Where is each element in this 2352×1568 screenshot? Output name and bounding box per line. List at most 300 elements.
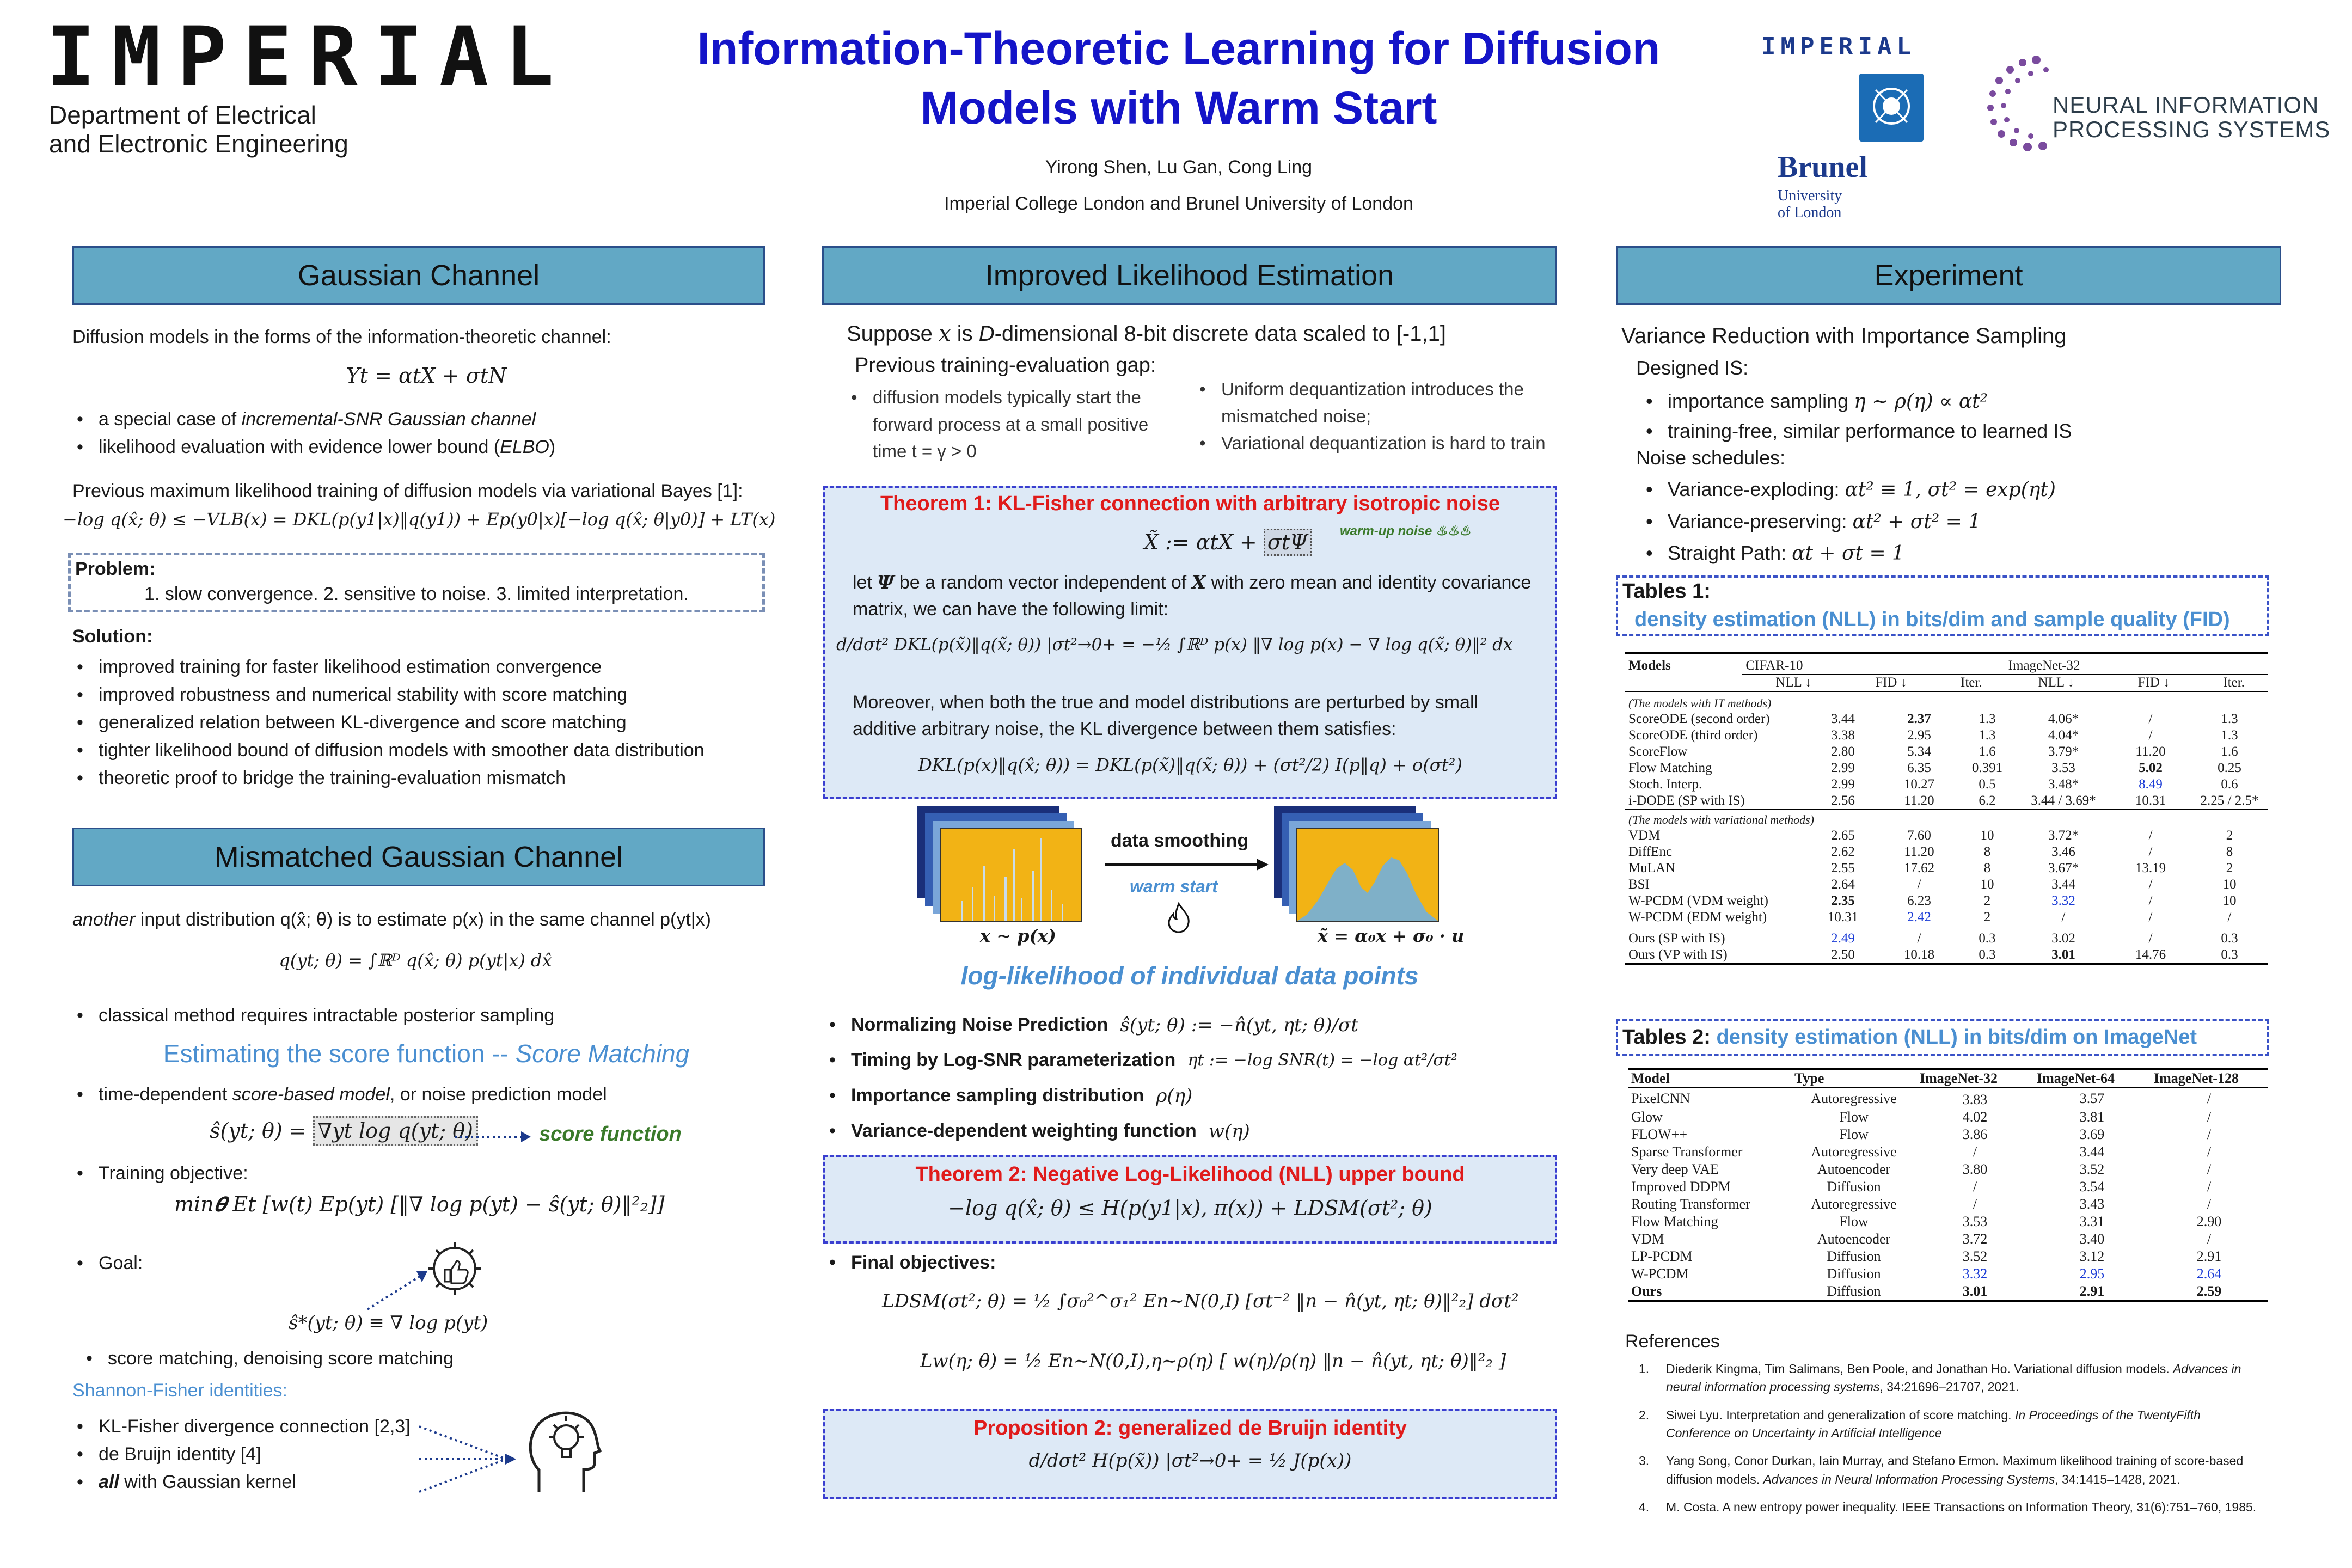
gaussian-channel-header [72, 246, 765, 305]
table-cell: / [2207, 1161, 2212, 1177]
t1-group1: (The models with IT methods) [1628, 696, 1772, 710]
table2 [1628, 1068, 2268, 1302]
idea-head-icon [523, 1399, 610, 1503]
table-cell: 10 [2222, 877, 2237, 892]
gc-bullets [72, 406, 791, 461]
brunel-sub2: of London [1778, 204, 1842, 221]
table-cell: Ours (SP with IS) [1628, 931, 1725, 946]
gap-right-item-2: • Variational dequantization is hard to train [1195, 430, 1565, 457]
theorem2-eq: −log q(x̂; θ) ≤ H(p(y1|x), π(x)) + LDSM(σt²; θ) [948, 1196, 1432, 1220]
table-cell: / [2207, 1196, 2212, 1212]
table-cell: 2.55 [1831, 861, 1855, 875]
table-cell: 10.18 [1903, 947, 1935, 962]
table-cell: / [2148, 910, 2153, 924]
t1-h-imagenet: ImageNet-32 [2005, 653, 2268, 675]
table-cell: 3.80 [1962, 1161, 1988, 1177]
theorem1-eq2: d/dσt² DKL(p(x̃)‖q(x̃; θ)) |σt²→0+ = −½ ∫ℝᴰ p(x) ‖∇ log p(x) − ∇ log q(x̃; θ)‖² dx [836, 635, 1513, 654]
solution-list [72, 653, 791, 792]
table-cell: / [2207, 1231, 2212, 1247]
proposition2-title: Proposition 2: generalized de Bruijn identity [973, 1417, 1407, 1440]
theorem1-text2: Moreover, when both the true and model distributions are perturbed by small additive arbitrary noise, the KL divergence between them satisfies: [853, 692, 1479, 740]
table-cell: / [1973, 1196, 1977, 1212]
table-cell: 3.44 / 3.69* [2031, 793, 2096, 808]
theorem2-box [823, 1155, 1557, 1244]
table-cell: VDM [1631, 1231, 1664, 1247]
solution-item: • tighter likelihood bound of diffusion models with smoother data distribution [72, 737, 791, 764]
table-cell: W-PCDM (VDM weight) [1628, 893, 1768, 908]
table1-rows-2 [1625, 828, 2268, 926]
method-item: • Importance sampling distribution ρ(η) [829, 1085, 1193, 1107]
table-row [1625, 760, 2268, 776]
table-cell: 2 [2226, 861, 2233, 875]
table-row [1625, 793, 2268, 809]
table-cell: 3.48* [2048, 777, 2079, 792]
table-cell: 3.69 [2079, 1126, 2105, 1142]
gaussian-channel-title: Gaussian Channel [297, 259, 540, 292]
brunel-sub1: University [1778, 187, 1842, 204]
table-header-row [1628, 1069, 2268, 1088]
table-cell: Stoch. Interp. [1628, 777, 1702, 792]
goal-bullet [82, 1345, 454, 1373]
reference-item: 4. M. Costa. A new entropy power inequality. IEEE Transactions on Information Theory, 31(6):751–760, 1985. [1639, 1500, 2257, 1515]
table-cell: / [2207, 1126, 2212, 1142]
smoothed-hist-figure [1274, 806, 1454, 931]
table-cell: 11.20 [1904, 793, 1934, 808]
neurips-line2: PROCESSING SYSTEMS [2053, 117, 2331, 143]
table-cell: / [2227, 910, 2232, 924]
t1-h-cifar: CIFAR-10 [1742, 653, 2005, 675]
table-cell: 3.44 [2079, 1144, 2105, 1160]
table-cell: Ours (VP with IS) [1628, 947, 1728, 962]
table-cell: 6.2 [1979, 793, 1996, 808]
warmup-label: warm-up noise ♨♨♨ [1340, 524, 1471, 538]
table-row [1625, 860, 2268, 877]
table-row [1628, 1230, 2268, 1248]
sf-item-2: • de Bruijn identity [4] [72, 1441, 519, 1468]
shannon-fisher-title: Shannon-Fisher identities: [72, 1380, 288, 1401]
goal-arrow-icon [365, 1269, 430, 1312]
table-cell: 3.81 [2079, 1109, 2105, 1125]
table-row [1625, 893, 2268, 909]
table-cell: / [2148, 728, 2153, 743]
score-equation: ŝ(yt; θ) = ∇yt log q(yt; θ) [210, 1119, 478, 1143]
table-cell: 10 [1980, 877, 1994, 892]
theorem1-box [823, 486, 1557, 799]
table-cell: 4.04* [2048, 728, 2079, 743]
table-cell: Autoregressive [1811, 1090, 1897, 1106]
table-cell: 3.01 [2051, 947, 2075, 962]
table-cell: 2.59 [2196, 1283, 2222, 1299]
table-cell: 2.65 [1831, 828, 1855, 843]
warm-start-label: warm start [1130, 877, 1218, 896]
table-row [1628, 1108, 2268, 1126]
data-smoothing-label: data smoothing [1111, 830, 1249, 851]
table-cell: Very deep VAE [1631, 1161, 1719, 1177]
table-cell: Diffusion [1827, 1283, 1881, 1299]
table-row [1628, 1088, 2268, 1108]
table-cell: 2 [1983, 893, 1991, 908]
table-row [1625, 844, 2268, 860]
table-cell: 1.3 [2221, 728, 2238, 743]
table-row [1628, 1248, 2268, 1265]
table-cell: FLOW++ [1631, 1126, 1687, 1142]
table-cell: / [2207, 1109, 2212, 1125]
table-row [1625, 727, 2268, 744]
imperial-logo: IMPERIAL [46, 10, 571, 105]
table-cell: 2.99 [1831, 777, 1855, 792]
brunel-crest-icon [1859, 74, 1924, 142]
table-cell: 5.34 [1907, 744, 1931, 759]
table-cell: 3.57 [2079, 1090, 2105, 1106]
final-eq-2: Lw(η; θ) = ½ En∼N(0,I),η∼ρ(η) [ w(η)/ρ(η) ‖n − n̂(yt, ηt; θ)‖²₂ ] [920, 1350, 1506, 1372]
gap-right-list [1195, 376, 1565, 457]
table-cell: Autoencoder [1817, 1231, 1891, 1247]
table-cell: 8 [1983, 861, 1991, 875]
table-cell: 3.43 [2079, 1196, 2105, 1212]
sf-item-1: • KL-Fisher divergence connection [2,3] [72, 1413, 519, 1441]
gap-right-item-1: • Uniform dequantization introduces the mismatched noise; [1195, 376, 1565, 430]
table-row [1625, 877, 2268, 893]
improved-likelihood-header [822, 246, 1557, 305]
table-cell: 2.42 [1907, 910, 1931, 924]
t1-group2: (The models with variational methods) [1628, 813, 1814, 826]
reference-item: 2. Siwei Lyu. Interpretation and generalization of score matching. In Proceedings of the TwentyFifth Conference on Uncertainty in Artificial Intelligence [1639, 1407, 2201, 1441]
table1 [1625, 652, 2268, 965]
table-cell: / [2207, 1090, 2212, 1106]
experiment-title: Experiment [1874, 259, 2023, 292]
noise-schedules: Noise schedules: [1636, 446, 1786, 469]
tables2-sub: density estimation (NLL) in bits/dim on ImageNet [1716, 1026, 2197, 1049]
table-cell: Glow [1631, 1109, 1663, 1125]
table-cell: 1.6 [2221, 744, 2238, 759]
solution-title: Solution: [72, 626, 153, 647]
table-cell: 1.6 [1979, 744, 1996, 759]
references-title: References [1625, 1331, 1720, 1352]
table-cell: 4.02 [1962, 1109, 1988, 1125]
suppose-text: Suppose x is D-dimensional 8-bit discrete data scaled to [-1,1] [847, 321, 1446, 346]
gap-left-item: • diffusion models typically start the forward process at a small positive time t = γ > 0 [847, 384, 1152, 465]
method-item: • Timing by Log-SNR parameterization ηt := −log SNR(t) = −log αt²/σt² [829, 1050, 1457, 1070]
table-cell: / [1973, 1144, 1977, 1160]
table-cell: Diffusion [1827, 1179, 1881, 1195]
neurips-logo-icon [1976, 49, 2063, 158]
table1-rows-1 [1625, 711, 2268, 809]
t1-h-models: Models [1628, 658, 1671, 673]
proposition2-box [823, 1409, 1557, 1499]
is-item-1: • importance sampling η ∼ ρ(η) ∝ αt² [1641, 387, 2268, 416]
warmup-noise-box: σtΨ [1264, 529, 1312, 556]
fig-left-label: x ∼ p(x) [980, 926, 1056, 946]
table-row [1625, 711, 2268, 727]
ns-item: • Variance-exploding: αt² ≡ 1, σt² = exp(ηt) [1641, 474, 2268, 506]
table-cell: 2.95 [1907, 728, 1931, 743]
table-cell: 3.83 [1962, 1092, 1988, 1107]
loglik-title: log-likelihood of individual data points [960, 961, 1419, 990]
table-header: ImageNet-64 [2037, 1070, 2115, 1086]
table-cell: / [2148, 931, 2153, 946]
table-cell: 3.31 [2079, 1214, 2105, 1229]
table-cell: 11.20 [2135, 744, 2166, 759]
theorem2-title: Theorem 2: Negative Log-Likelihood (NLL) upper bound [915, 1163, 1465, 1186]
gc-equation: Yt = αtX + σtN [346, 364, 507, 388]
mgc-equation: q(yt; θ) = ∫ℝᴰ q(x̂; θ) p(yt|x) dx̂ [279, 950, 552, 971]
table-cell: Flow Matching [1628, 761, 1712, 775]
table-cell: / [2148, 828, 2153, 843]
table-cell: 3.32 [2051, 893, 2075, 908]
table-header: Model [1631, 1070, 1670, 1086]
experiment-header [1616, 246, 2281, 305]
mgc-bullet-1-text: • classical method requires intractable posterior sampling [72, 1002, 791, 1030]
table-cell: Ours [1631, 1283, 1662, 1299]
designed-is: Designed IS: [1636, 357, 1749, 379]
table-row [1625, 776, 2268, 793]
table-cell: 3.38 [1831, 728, 1855, 743]
poster-title [615, 19, 1742, 138]
goal-equation: ŝ*(yt; θ) ≡ ∇ log p(yt) [289, 1312, 488, 1334]
table-row [1628, 1161, 2268, 1178]
table-row [1628, 1283, 2268, 1301]
table-cell: 4.06* [2048, 712, 2079, 726]
table-header: Type [1794, 1070, 1824, 1086]
theorem1-eq3: DKL(p(x)‖q(x̂; θ)) = DKL(p(x̃)‖q(x̃; θ)) + (σt²/2) I(p‖q) + o(σt²) [918, 755, 1462, 775]
table-cell: 3.86 [1962, 1126, 1988, 1142]
flame-icon [1165, 901, 1192, 934]
table1-group2 [1625, 809, 2268, 828]
table-cell: / [1973, 1179, 1977, 1195]
table-cell: 10 [2222, 893, 2237, 908]
table-cell: 3.54 [2079, 1179, 2105, 1195]
table-header: ImageNet-128 [2154, 1070, 2239, 1086]
table-cell: 2.49 [1831, 931, 1855, 946]
train-equation: min𝜽 Et [w(t) Ep(yt) [‖∇ log p(yt) − ŝ(yt; θ)‖²₂]] [174, 1192, 665, 1216]
table-cell: W-PCDM (EDM weight) [1628, 910, 1767, 924]
proposition2-eq: d/dσt² H(p(x̃)) |σt²→0+ = ½ J(p(x)) [1028, 1450, 1352, 1472]
dept-line2: and Electronic Engineering [49, 129, 348, 158]
table-cell: Sparse Transformer [1631, 1144, 1743, 1160]
table-cell: 0.5 [1979, 777, 1996, 792]
tables2-title: Tables 2: [1622, 1026, 1717, 1049]
table-cell: PixelCNN [1631, 1090, 1690, 1106]
table-row [1625, 744, 2268, 760]
title-line1: Information-Theoretic Learning for Diffusion [697, 23, 1661, 74]
table-cell: Flow Matching [1631, 1214, 1718, 1229]
table-cell: 3.67* [2048, 861, 2079, 875]
table-row [1625, 930, 2268, 947]
table-row [1628, 1126, 2268, 1143]
table-cell: VDM [1628, 828, 1661, 843]
solution-item: • theoretic proof to bridge the training-evaluation mismatch [72, 764, 791, 792]
fig-right-label: x̃ = α₀x + σ₀ · u [1318, 926, 1465, 946]
table-cell: W-PCDM [1631, 1266, 1689, 1282]
table-row [1625, 828, 2268, 844]
mismatched-gaussian-title: Mismatched Gaussian Channel [214, 841, 623, 873]
table-cell: Flow [1839, 1126, 1869, 1142]
table-cell: 2.95 [2079, 1266, 2105, 1282]
table-cell: Routing Transformer [1631, 1196, 1750, 1212]
is-item-2: • training-free, similar performance to learned IS [1641, 416, 2268, 446]
score-box: ∇yt log q(yt; θ) [313, 1116, 478, 1146]
table-cell: 2.56 [1831, 793, 1855, 808]
gc-intro: Diffusion models in the forms of the information-theoretic channel: [72, 327, 611, 347]
authors: Yirong Shen, Lu Gan, Cong Ling [1045, 157, 1313, 177]
table-cell: 0.3 [1979, 947, 1996, 962]
method-item: • Normalizing Noise Prediction ŝ(yt; θ) := −n̂(yt, ηt; θ)/σt [829, 1014, 1358, 1036]
table-cell: ScoreODE (third order) [1628, 728, 1758, 743]
table-cell: Flow [1839, 1109, 1869, 1125]
method-list [825, 1007, 1560, 1149]
table-cell: 2 [2226, 828, 2233, 843]
table-cell: 7.60 [1907, 828, 1931, 843]
solution-item: • improved training for faster likelihood estimation convergence [72, 653, 791, 681]
table-cell: 2.25 / 2.5* [2200, 793, 2259, 808]
table-cell: 17.62 [1903, 861, 1935, 875]
table-row [1625, 909, 2268, 926]
table-cell: 3.53 [2051, 761, 2075, 775]
prev-ml-text: Previous maximum likelihood training of diffusion models via variational Bayes [1]: [72, 481, 743, 501]
title-line2: Models with Warm Start [920, 82, 1437, 134]
improved-likelihood-title: Improved Likelihood Estimation [985, 259, 1394, 292]
table-cell: 11.20 [1904, 844, 1934, 859]
table-cell: 1.3 [1979, 728, 1996, 743]
table-cell: LP-PCDM [1631, 1248, 1693, 1264]
table-cell: / [2207, 1144, 2212, 1160]
reference-item: 1. Diederik Kingma, Tim Salimans, Ben Poole, and Jonathan Ho. Variational diffusion models. Advances in neural information processing systems, 34:21696–21707, 2021. [1639, 1362, 2241, 1394]
gap-title: Previous training-evaluation gap: [855, 354, 1156, 377]
table-cell: 3.44 [1831, 712, 1855, 726]
table-cell: 0.391 [1971, 761, 2003, 775]
train-obj-text: • Training objective: [72, 1160, 248, 1187]
solution-item: • generalized relation between KL-divergence and score matching [72, 709, 791, 737]
references-list [1628, 1360, 2265, 1526]
vr-title: Variance Reduction with Importance Sampling [1621, 324, 2067, 348]
table1-rows-3 [1625, 930, 2268, 965]
affiliation: Imperial College London and Brunel University of London [944, 193, 1413, 214]
table-cell: 14.76 [2135, 947, 2166, 962]
theorem1-eq1: X̃ := αtX + σtΨ [1144, 530, 1312, 554]
table-cell: 10.31 [2135, 793, 2166, 808]
table-cell: 2.35 [1831, 893, 1855, 908]
table-cell: 2.80 [1831, 744, 1855, 759]
table-cell: Autoregressive [1811, 1144, 1897, 1160]
problem-text: 1. slow convergence. 2. sensitive to noise. 3. limited interpretation. [144, 584, 689, 604]
table-cell: 2.90 [2196, 1214, 2222, 1229]
score-function-label: score function [539, 1123, 682, 1146]
table-cell: 2.64 [2196, 1266, 2222, 1282]
problem-title: Problem: [75, 559, 156, 579]
table-cell: ScoreFlow [1628, 744, 1688, 759]
brunel-logo: Brunel [1778, 150, 1867, 184]
gap-left-list [847, 384, 1152, 465]
table-cell: 2.91 [2196, 1248, 2222, 1264]
table-cell: 13.19 [2135, 861, 2166, 875]
table-cell: Diffusion [1827, 1248, 1881, 1264]
t1-sub: NLL ↓ [2038, 675, 2074, 690]
neurips-text [2053, 93, 2330, 142]
theorem1-title: Theorem 1: KL-Fisher connection with arbitrary isotropic noise [880, 492, 1500, 515]
table-row [1628, 1196, 2268, 1213]
brunel-sub [1778, 188, 1842, 222]
table-cell: 3.79* [2048, 744, 2079, 759]
table-cell: 1.3 [1979, 712, 1996, 726]
reference-item: 3. Yang Song, Conor Durkan, Iain Murray, and Stefano Ermon. Maximum likelihood training of score-based diffusion models. Advances in Neural Information Processing Systems, 34:1415–1428, 2021. [1639, 1454, 2244, 1486]
table-cell: i-DODE (SP with IS) [1628, 793, 1745, 808]
table-cell: / [2148, 844, 2153, 859]
table-cell: 3.52 [1962, 1248, 1988, 1264]
table-cell: / [2148, 877, 2153, 892]
sf-item-3: • all with Gaussian kernel [72, 1468, 519, 1496]
table-cell: 3.72 [1962, 1231, 1988, 1247]
ns-item: • Straight Path: αt + σt = 1 [1641, 537, 2268, 569]
ns-item: • Variance-preserving: αt² + σt² = 1 [1641, 506, 2268, 538]
table-cell: 3.40 [2079, 1231, 2105, 1247]
table-cell: 2.64 [1831, 877, 1855, 892]
table-row [1628, 1265, 2268, 1283]
problem-box [68, 553, 765, 612]
table-header: ImageNet-32 [1920, 1070, 1998, 1086]
gc-bullet-2: • likelihood evaluation with evidence lower bound (ELBO) [72, 433, 791, 461]
table-cell: BSI [1628, 877, 1650, 892]
table-cell: 3.53 [1962, 1214, 1988, 1229]
mgc-intro: another input distribution q(x̂; θ) is to estimate p(x) in the same channel p(yt|x) [72, 909, 711, 930]
table-cell: 3.32 [1962, 1266, 1988, 1282]
table-cell: / [1917, 877, 1921, 892]
department [49, 101, 348, 158]
table-cell: 3.01 [1962, 1283, 1988, 1299]
table-cell: Improved DDPM [1631, 1179, 1731, 1195]
table-cell: 2.91 [2079, 1283, 2105, 1299]
goal [72, 1250, 143, 1277]
table-row [1628, 1213, 2268, 1230]
train-obj [72, 1160, 248, 1187]
table-cell: 2.50 [1831, 947, 1855, 962]
table-cell: 3.44 [2051, 877, 2075, 892]
table-cell: DiffEnc [1628, 844, 1673, 859]
table-cell: / [2148, 893, 2153, 908]
mgc-bullet-2 [72, 1081, 791, 1108]
table-cell: 10.27 [1903, 777, 1935, 792]
final-obj-title: • Final objectives: [829, 1252, 996, 1273]
table2-grid [1628, 1068, 2268, 1302]
table-cell: / [2148, 712, 2153, 726]
t1-sub: FID ↓ [1875, 675, 1908, 690]
table-cell: 10 [1980, 828, 1994, 843]
table-cell: 0.3 [2221, 947, 2238, 962]
table-cell: ScoreODE (second order) [1628, 712, 1770, 726]
table-cell: 0.25 [2218, 761, 2241, 775]
converge-arrows-icon [419, 1416, 517, 1503]
table-cell: / [2207, 1179, 2212, 1195]
mgc-bullet-1 [72, 1002, 791, 1030]
table-cell: 3.12 [2079, 1248, 2105, 1264]
table-cell: 6.35 [1907, 761, 1931, 775]
solution-item: • improved robustness and numerical stability with score matching [72, 681, 791, 709]
table-cell: Autoregressive [1811, 1196, 1897, 1212]
table-cell: 0.6 [2221, 777, 2238, 792]
is-list [1641, 387, 2268, 446]
table-cell: 8.49 [2139, 777, 2163, 792]
imperial-small-logo: IMPERIAL [1761, 33, 1916, 60]
mismatched-gaussian-header [72, 828, 765, 886]
table-row [1625, 947, 2268, 964]
theorem1-text1: let Ψ be a random vector independent of X with zero mean and identity covariance matrix, we can have the following limit: [853, 572, 1532, 620]
table-cell: 0.3 [2221, 931, 2238, 946]
tables1-box [1616, 575, 2269, 636]
table-cell: 2.99 [1831, 761, 1855, 775]
neurips-line1: NEURAL INFORMATION [2053, 92, 2319, 118]
table-row [1628, 1178, 2268, 1196]
dept-line1: Department of Electrical [49, 101, 316, 129]
table-cell: 10.31 [1827, 910, 1859, 924]
